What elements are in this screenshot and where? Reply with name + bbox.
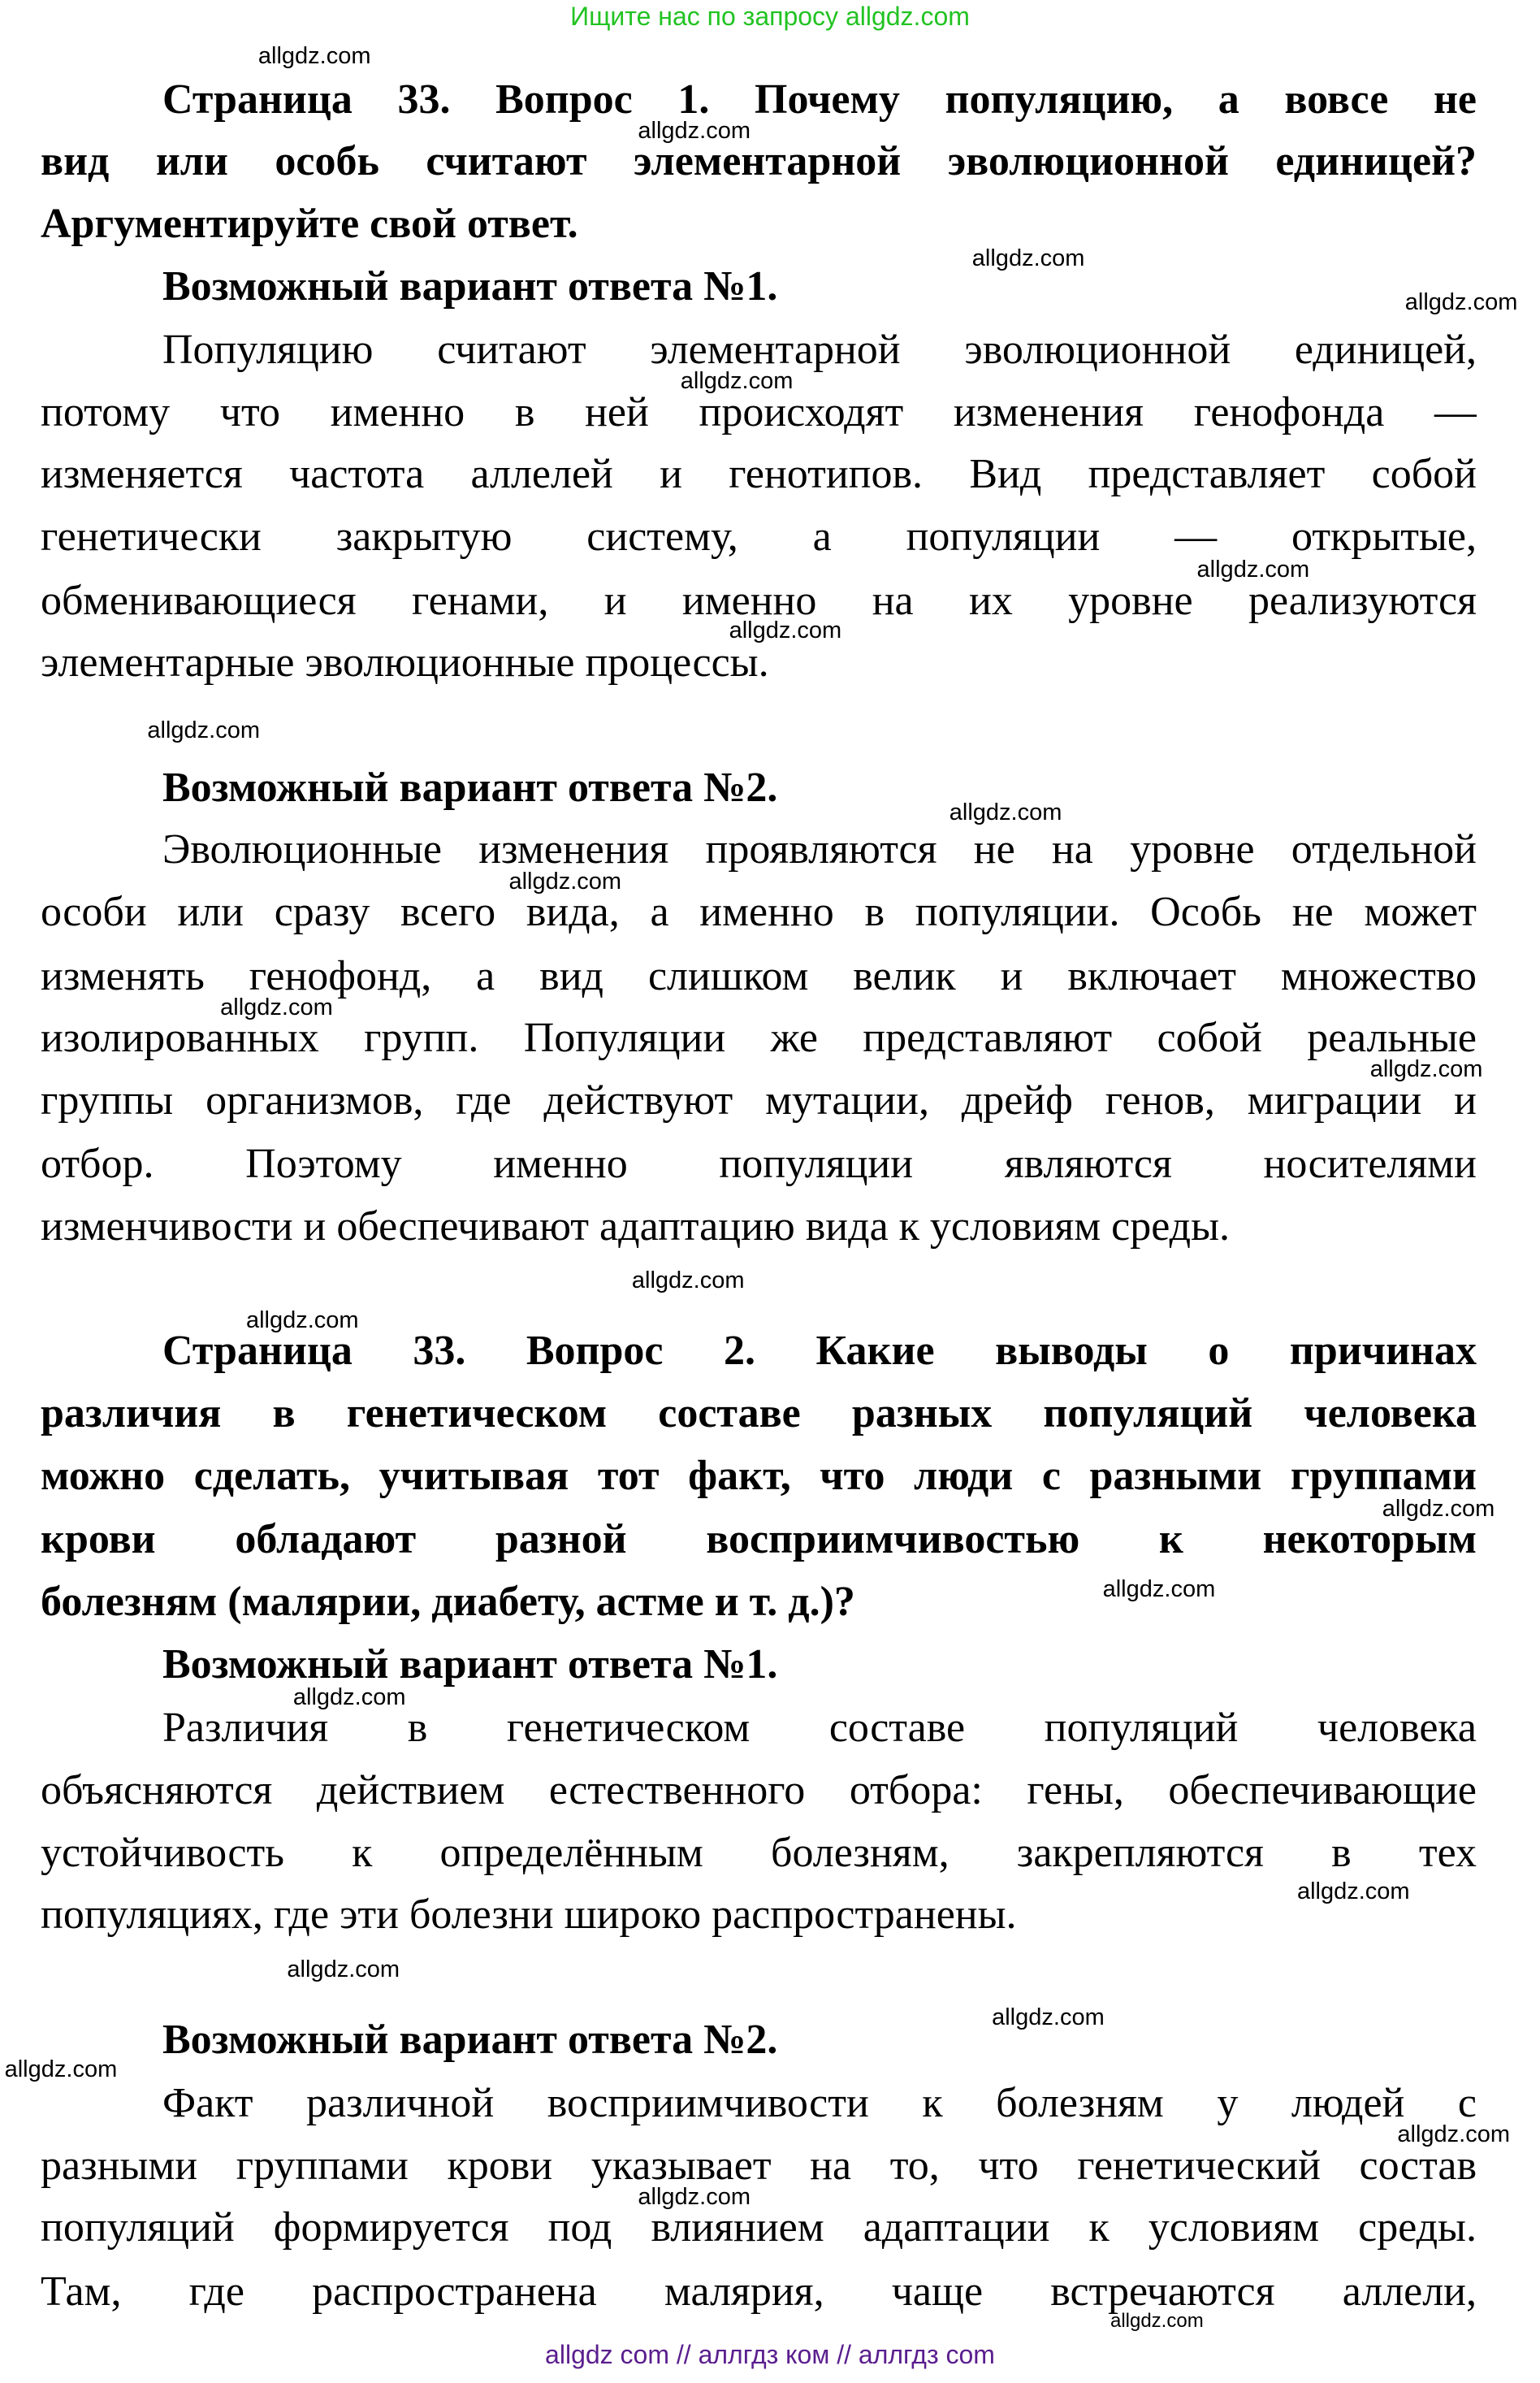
text-line: отбор. Поэтому именно популяции являются носителями <box>41 1141 1477 1188</box>
text-line: особи или сразу всего вида, а именно в популяции. Особь не может <box>41 889 1477 935</box>
watermark: allgdz.com <box>638 2184 751 2211</box>
watermark: allgdz.com <box>1397 2121 1511 2148</box>
bottom-promo-banner: allgdz com // аллгдз ком // аллгдз com <box>545 2340 995 2369</box>
heading-line: Аргументируйте свой ответ. <box>41 200 578 247</box>
text-line: изолированных групп. Популяции же представляют собой реальные <box>41 1015 1477 1062</box>
text-line: Факт различной восприимчивости к болезням у людей с <box>162 2080 1477 2127</box>
watermark: allgdz.com <box>1404 289 1518 316</box>
watermark: allgdz.com <box>631 1267 745 1294</box>
heading-line: Возможный вариант ответа №1. <box>162 262 778 310</box>
text-line: изменчивости и обеспечивают адаптацию вида к условиям среды. <box>41 1203 1231 1250</box>
text-line: Популяцию считают элементарной эволюционной единицей, <box>162 327 1477 374</box>
text-line: изменяется частота аллелей и генотипов. Вид представляет собой <box>41 451 1477 498</box>
text-line: потому что именно в ней происходят изменения генофонда — <box>41 388 1477 435</box>
text-line: Различия в генетическом составе популяций человека <box>162 1705 1477 1752</box>
watermark: allgdz.com <box>1369 1056 1483 1083</box>
watermark: allgdz.com <box>680 368 794 395</box>
watermark: allgdz.com <box>1102 1576 1216 1603</box>
watermark: allgdz.com <box>4 2056 118 2082</box>
watermark: allgdz.com <box>992 2004 1105 2031</box>
text-line: Эволюционные изменения проявляются не на уровне отдельной <box>162 826 1477 873</box>
text-line: элементарные эволюционные процессы. <box>41 639 769 687</box>
text-line: популяций формируется под влиянием адаптации к условиям среды. <box>41 2204 1477 2251</box>
text-line: группы организмов, где действуют мутации, дрейф генов, миграции и <box>41 1077 1477 1124</box>
watermark: allgdz.com <box>508 868 622 895</box>
heading-line: различия в генетическом составе разных популяций человека <box>41 1390 1477 1437</box>
watermark: allgdz.com <box>292 1683 406 1710</box>
heading-line: крови обладают разной восприимчивостью к некоторым <box>41 1516 1477 1563</box>
watermark: allgdz.com <box>220 994 333 1020</box>
text-line: изменять генофонд, а вид слишком велик и включает множество <box>41 952 1477 999</box>
text-line: объясняются действием естественного отбора: гены, обеспечивающие <box>41 1766 1477 1813</box>
watermark: allgdz.com <box>971 245 1085 271</box>
text-line: популяциях, где эти болезни широко распространены. <box>41 1891 1017 1939</box>
text-line: Там, где распространена малярия, чаще встречаются аллели, <box>41 2268 1477 2315</box>
watermark: allgdz.com <box>638 117 751 144</box>
heading-line: Возможный вариант ответа №1. <box>162 1640 778 1688</box>
watermark: allgdz.com <box>1196 557 1310 583</box>
watermark: allgdz.com <box>147 717 260 744</box>
heading-line: болезням (малярии, диабету, астме и т. д.)? <box>41 1578 855 1625</box>
watermark: allgdz.com <box>287 1956 400 1982</box>
heading-line: вид или особь считают элементарной эволюционной единицей? <box>41 138 1477 185</box>
watermark: allgdz.com <box>245 1307 359 1334</box>
heading-line: Страница 33. Вопрос 2. Какие выводы о причинах <box>162 1328 1477 1375</box>
text-line: устойчивость к определённым болезням, закрепляются в тех <box>41 1829 1477 1876</box>
heading-line: можно сделать, учитывая тот факт, что люди с разными группами <box>41 1452 1477 1499</box>
watermark: allgdz.com <box>1296 1878 1410 1905</box>
watermark: allgdz.com <box>1110 2310 1204 2333</box>
top-promo-banner: Ищите нас по запросу allgdz.com <box>570 2 970 31</box>
watermark: allgdz.com <box>1382 1495 1495 1522</box>
text-line: генетически закрытую систему, а популяции — открытые, <box>41 513 1477 561</box>
watermark: allgdz.com <box>949 799 1062 826</box>
heading-line: Возможный вариант ответа №2. <box>162 2016 778 2063</box>
text-line: обменивающиеся генами, и именно на их уровне реализуются <box>41 577 1477 624</box>
watermark: allgdz.com <box>729 617 842 644</box>
text-line: разными группами крови указывает на то, что генетический состав <box>41 2142 1477 2189</box>
heading-line: Возможный вариант ответа №2. <box>162 764 778 811</box>
heading-line: Страница 33. Вопрос 1. Почему популяцию, а вовсе не <box>162 76 1477 123</box>
watermark: allgdz.com <box>257 43 371 70</box>
